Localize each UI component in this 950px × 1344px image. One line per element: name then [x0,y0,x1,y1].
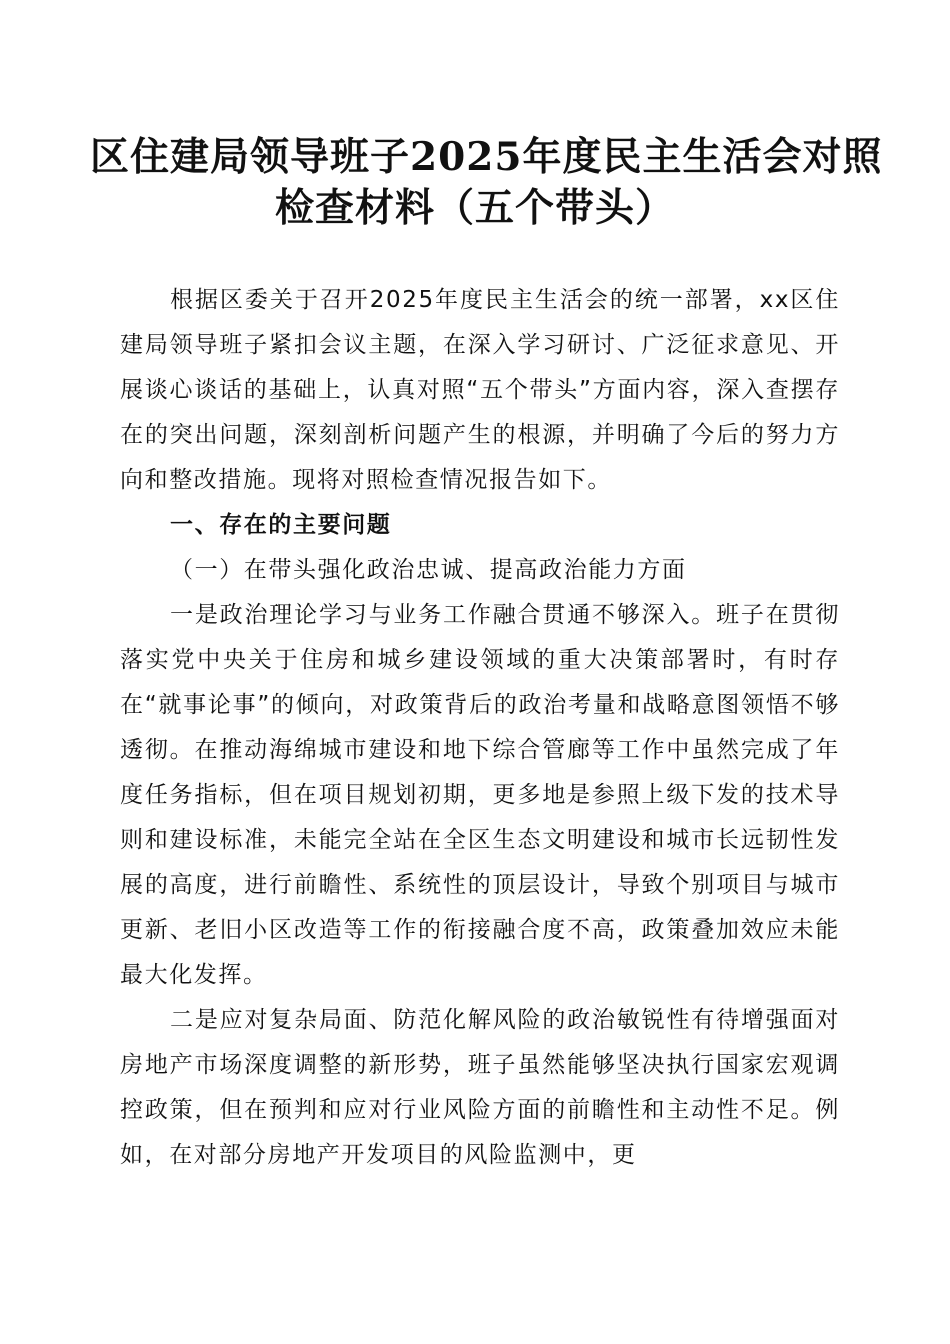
document-title-line-2: 检查材料（五个带头） [274,185,675,231]
intro-paragraph: 根据区委关于召开2025年度民主生活会的统一部署，xx区住建局领导班子紧扣会议主题，在深入学习研讨、广泛征求意见、开展谈心谈话的基础上，认真对照“五个带头”方面内容，深入查摆存在的突出问题，深刻剖析问题产生的根源，并明确了今后的努力方向和整改措施。现将对照检查情况报告如下。 [120,287,840,493]
section-heading-main-problems: 一、存在的主要问题 [170,512,392,538]
problem-paragraph-2: 二是应对复杂局面、防范化解风险的政治敏锐性有待增强面对房地产市场深度调整的新形势，班子虽然能够坚决执行国家宏观调控政策，但在预判和应对行业风险方面的前瞻性和主动性不足。例如，在对部分房地产开发项目的风险监测中，更 [120,1007,840,1168]
document-body [120,278,840,1178]
document-title-line-1: 区住建局领导班子2025年度民主生活会对照 [90,134,883,180]
subsection-heading-political-loyalty: （一）在带头强化政治忠诚、提高政治能力方面 [170,557,687,583]
problem-paragraph-1: 一是政治理论学习与业务工作融合贯通不够深入。班子在贯彻落实党中央关于住房和城乡建设领域的重大决策部署时，有时存在“就事论事”的倾向，对政策背后的政治考量和战略意图领悟不够透彻。在推动海绵城市建设和地下综合管廊等工作中虽然完成了年度任务指标，但在项目规划初期，更多地是参照上级下发的技术导则和建设标准，未能完全站在全区生态文明建设和城市长远韧性发展的高度，进行前瞻性、系统性的顶层设计，导致个别项目与城市更新、老旧小区改造等工作的衔接融合度不高，政策叠加效应未能最大化发挥。 [120,602,840,988]
